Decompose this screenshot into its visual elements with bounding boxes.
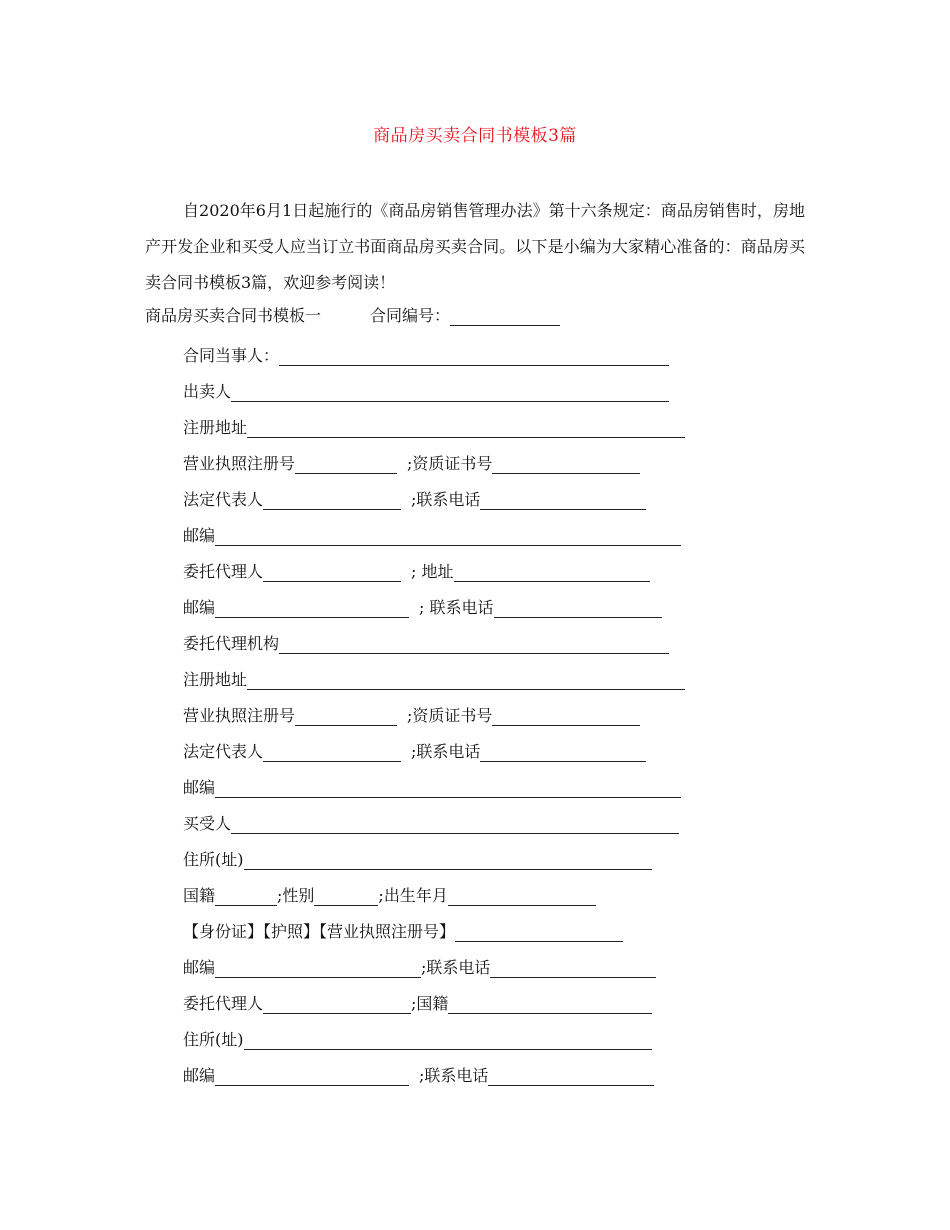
field-label: ; 联系电话 xyxy=(419,598,494,617)
field-blank xyxy=(448,884,596,906)
form-row-buyer-postcode xyxy=(183,956,656,980)
form-row-buyer-agent xyxy=(183,992,652,1016)
form-row-buyer-id xyxy=(183,920,623,944)
form-row-agent-postcode xyxy=(183,596,662,620)
field-blank xyxy=(263,488,401,510)
field-label: 法定代表人 xyxy=(183,490,264,509)
field-blank xyxy=(215,956,421,978)
form-row-buyer-agent-residence xyxy=(183,1028,652,1052)
form-row-registered-address xyxy=(183,416,685,440)
field-blank xyxy=(263,992,411,1014)
field-blank xyxy=(244,1028,652,1050)
field-blank xyxy=(480,740,646,762)
field-label: ;资质证书号 xyxy=(407,706,493,725)
field-blank xyxy=(488,1064,654,1086)
field-label: ; 地址 xyxy=(411,562,454,581)
form-row-postcode xyxy=(183,524,681,548)
form-row-buyer-info xyxy=(183,884,596,908)
field-label: 委托代理人 xyxy=(183,562,264,581)
field-label: 出卖人 xyxy=(183,382,232,401)
field-blank xyxy=(455,920,623,942)
field-label: 邮编 xyxy=(183,526,216,545)
field-label: 国籍 xyxy=(183,886,216,905)
field-label: ;联系电话 xyxy=(419,1066,489,1085)
template-headline xyxy=(145,304,560,328)
field-label: 邮编 xyxy=(183,598,216,617)
field-blank xyxy=(279,632,669,654)
field-blank xyxy=(215,524,681,546)
field-label: 法定代表人 xyxy=(183,742,264,761)
field-blank xyxy=(494,596,662,618)
field-blank xyxy=(454,560,650,582)
field-blank xyxy=(480,488,646,510)
field-label: 邮编 xyxy=(183,778,216,797)
field-label: 邮编 xyxy=(183,1066,216,1085)
field-blank xyxy=(247,416,685,438)
field-label: 注册地址 xyxy=(183,418,248,437)
form-row-buyer xyxy=(183,812,679,836)
form-row-agency-license xyxy=(183,704,640,728)
field-label: 注册地址 xyxy=(183,670,248,689)
form-row-buyer-agent-postcode xyxy=(183,1064,654,1088)
field-blank xyxy=(231,380,669,402)
field-blank xyxy=(279,344,669,366)
form-row-agency-postcode xyxy=(183,776,681,800)
field-label: ;国籍 xyxy=(411,994,449,1013)
field-blank xyxy=(215,596,409,618)
field-label: 【身份证】【护照】【营业执照注册号】 xyxy=(183,922,456,941)
field-label: ;联系电话 xyxy=(411,742,481,761)
intro-paragraph: 自2020年6月1日起施行的《商品房销售管理办法》第十六条规定：商品房销售时，房地产开发企业和买受人应当订立书面商品房买卖合同。以下是小编为大家精心准备的：商品房买卖合同书模板3篇，欢迎参考阅读！ xyxy=(145,201,805,292)
form-row-parties xyxy=(183,344,669,368)
field-blank xyxy=(215,1064,409,1086)
field-blank xyxy=(492,452,640,474)
field-label: 邮编 xyxy=(183,958,216,977)
field-blank xyxy=(490,956,656,978)
field-label: 住所(址) xyxy=(183,1030,244,1049)
field-blank xyxy=(244,848,652,870)
field-blank xyxy=(263,560,401,582)
field-label: ;资质证书号 xyxy=(407,454,493,473)
field-blank xyxy=(448,992,652,1014)
form-row-agency-address xyxy=(183,668,685,692)
form-row-buyer-residence xyxy=(183,848,652,872)
form-row-legal-rep xyxy=(183,488,646,512)
field-label: 买受人 xyxy=(183,814,232,833)
field-blank xyxy=(215,776,681,798)
template-name: 商品房买卖合同书模板一 xyxy=(145,306,322,325)
field-blank xyxy=(314,884,378,906)
field-label: ;联系电话 xyxy=(421,958,491,977)
field-label: ;性别 xyxy=(277,886,315,905)
field-blank xyxy=(231,812,679,834)
field-blank xyxy=(263,740,401,762)
field-blank xyxy=(215,884,277,906)
form-row-seller xyxy=(183,380,669,404)
contract-number-label: 合同编号： xyxy=(370,306,451,325)
field-label: ;联系电话 xyxy=(411,490,481,509)
contract-number-blank xyxy=(450,304,560,326)
field-label: 委托代理人 xyxy=(183,994,264,1013)
form-row-agency-legal-rep xyxy=(183,740,646,764)
field-label: 住所(址) xyxy=(183,850,244,869)
field-label: 营业执照注册号 xyxy=(183,706,296,725)
field-blank xyxy=(295,452,397,474)
document-title: 商品房买卖合同书模板3篇 xyxy=(373,126,577,146)
field-blank xyxy=(492,704,640,726)
field-blank xyxy=(295,704,397,726)
field-blank xyxy=(247,668,685,690)
field-label: 营业执照注册号 xyxy=(183,454,296,473)
form-row-agency xyxy=(183,632,669,656)
form-row-license xyxy=(183,452,640,476)
field-label: ;出生年月 xyxy=(378,886,448,905)
field-label: 委托代理机构 xyxy=(183,634,280,653)
form-row-agent xyxy=(183,560,650,584)
field-label: 合同当事人： xyxy=(183,346,280,365)
